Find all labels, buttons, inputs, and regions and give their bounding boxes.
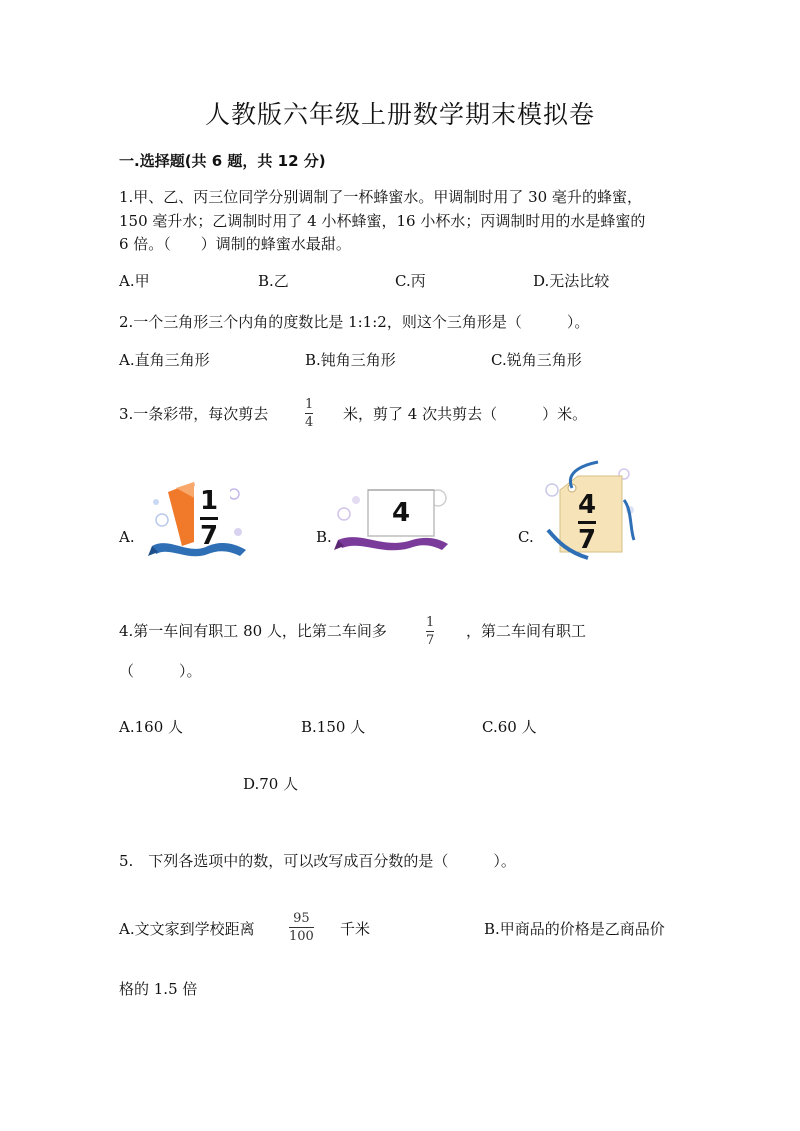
q2-option-a[interactable]: A.直角三角形: [119, 351, 210, 369]
q1-option-b[interactable]: B.乙: [258, 272, 289, 290]
q3-option-b-image[interactable]: [332, 478, 452, 554]
fraction-bar: [200, 517, 218, 520]
q4-fraction: [426, 615, 434, 648]
q3-fraction-numerator: 1: [305, 397, 314, 412]
ribbon-card-illustration: [148, 472, 248, 560]
q4-option-a[interactable]: A.160 人: [119, 718, 183, 736]
q1-option-d[interactable]: D.无法比较: [533, 272, 610, 290]
q5-option-b-line2: 格的 1.5 倍: [119, 980, 198, 998]
q1-option-c[interactable]: C.丙: [395, 272, 426, 290]
q4-text-after: ，第二车间有职工: [466, 622, 587, 640]
fraction-bar: [289, 927, 314, 928]
q5-fraction-numerator: 95: [293, 911, 310, 926]
q5-option-a-fraction: [289, 911, 314, 944]
q4-fraction-numerator: 1: [426, 615, 435, 630]
q3-option-a-image[interactable]: [148, 472, 248, 560]
q4-line2: （ ）。: [119, 662, 202, 680]
q4-fraction-denominator: 7: [426, 633, 435, 648]
q1-line3: 6 倍。（ ）调制的蜂蜜水最甜。: [119, 235, 351, 253]
q3-option-c-image[interactable]: [538, 460, 638, 560]
q3-c-numerator: 4: [578, 490, 597, 520]
q3-a-fraction: [200, 488, 218, 549]
q2-text: 2.一个三角形三个内角的度数比是 1:1:2，则这个三角形是（ ）。: [119, 313, 590, 331]
q2-option-b[interactable]: B.钝角三角形: [305, 351, 396, 369]
q5-option-b-line1[interactable]: B.甲商品的价格是乙商品价: [484, 920, 665, 938]
q3-text-after: 米，剪了 4 次共剪去（ ）米。: [343, 405, 588, 423]
fraction-bar: [426, 631, 434, 632]
q3-fraction: [305, 397, 313, 430]
q5-option-a-before[interactable]: A.文文家到学校距离: [119, 920, 255, 938]
q3-a-denominator: 7: [200, 521, 219, 551]
q4-option-b[interactable]: B.150 人: [301, 718, 366, 736]
q5-option-a-after: 千米: [340, 920, 371, 938]
fraction-bar: [305, 413, 313, 414]
q4-option-d[interactable]: D.70 人: [243, 775, 299, 793]
q1-option-a[interactable]: A.甲: [119, 272, 150, 290]
q3-c-denominator: 7: [578, 525, 597, 555]
q3-fraction-denominator: 4: [305, 415, 314, 430]
q5-text: 5. 下列各选项中的数，可以改写成百分数的是（ ）。: [119, 852, 516, 870]
page-title: 人教版六年级上册数学期末模拟卷: [204, 100, 595, 129]
q1-line1: 1.甲、乙、丙三位同学分别调制了一杯蜂蜜水。甲调制时用了 30 毫升的蜂蜜，: [119, 188, 642, 206]
q3-a-numerator: 1: [200, 486, 219, 516]
q1-line2: 150 毫升水；乙调制时用了 4 小杯蜂蜜，16 小杯水；丙调制时用的水是蜂蜜的: [119, 212, 646, 230]
q3-option-b-label[interactable]: B.: [316, 528, 332, 546]
q3-option-a-label[interactable]: A.: [119, 528, 135, 546]
q5-fraction-denominator: 100: [289, 929, 314, 944]
q3-option-c-label[interactable]: C.: [518, 528, 534, 546]
q2-option-c[interactable]: C.锐角三角形: [491, 351, 582, 369]
fraction-bar: [578, 521, 596, 524]
q3-b-value: 4: [392, 498, 411, 528]
q4-text-before: 4.第一车间有职工 80 人，比第二车间多: [119, 622, 387, 640]
q3-c-fraction: [578, 492, 596, 553]
q4-option-c[interactable]: C.60 人: [482, 718, 537, 736]
q3-text-before: 3.一条彩带，每次剪去: [119, 405, 269, 423]
section-heading: 一.选择题(共 6 题，共 12 分): [119, 152, 326, 170]
